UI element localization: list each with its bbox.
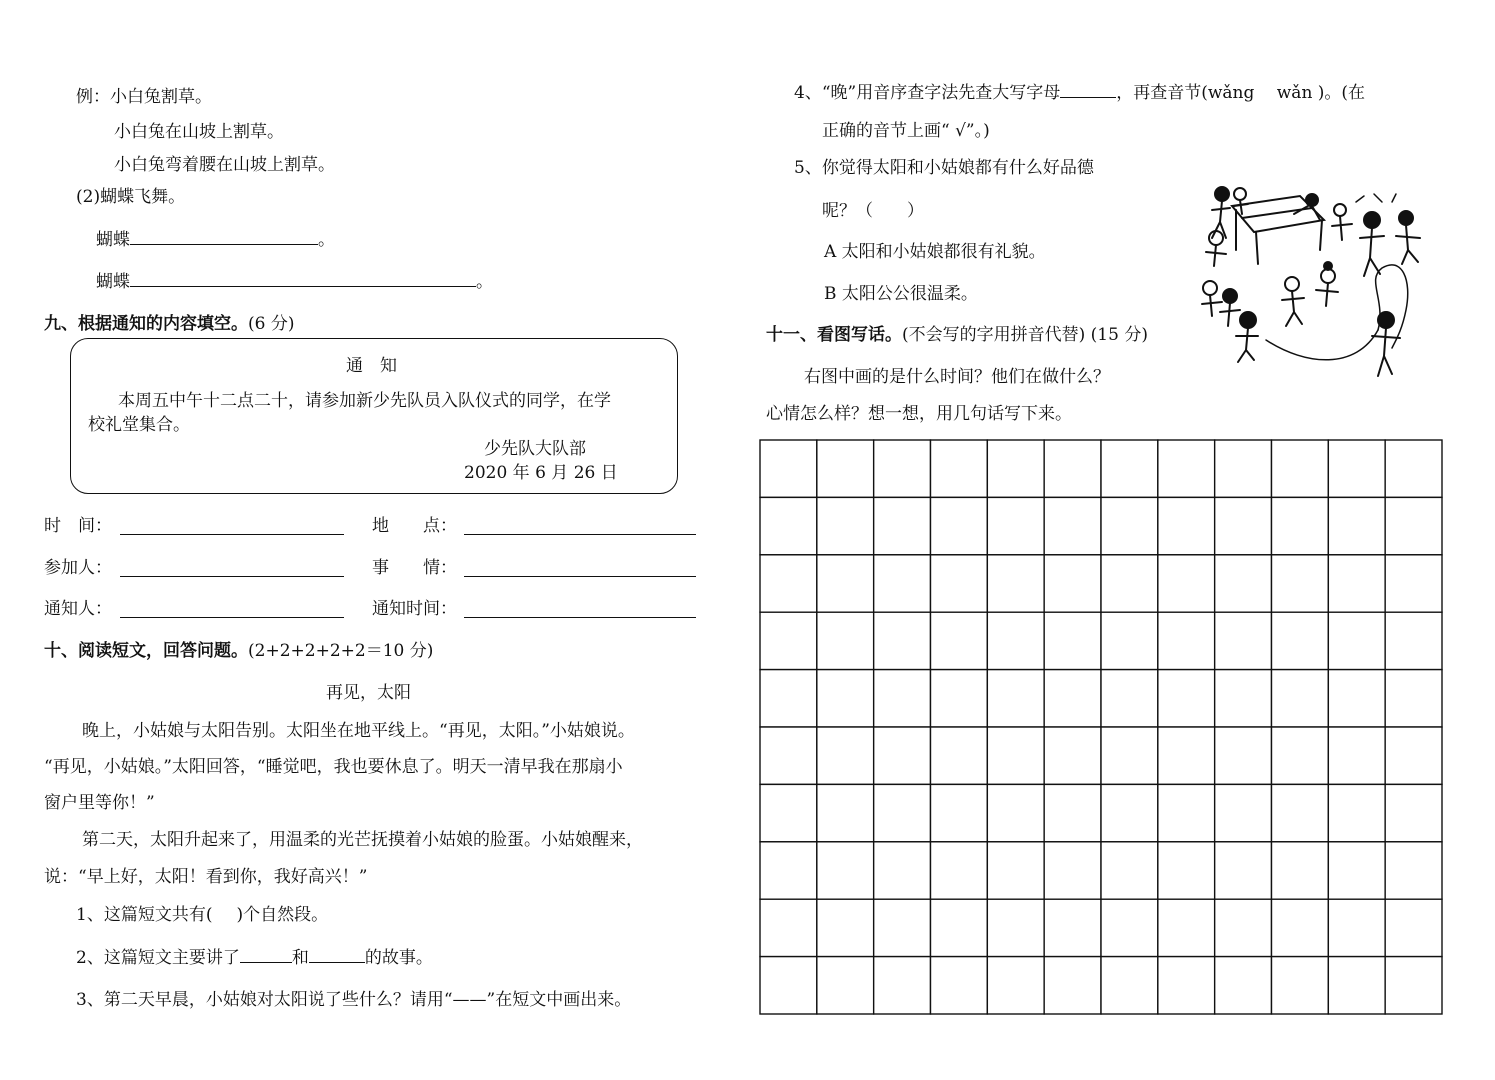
grid-cell[interactable] [874,784,931,841]
grid-cell[interactable] [1101,784,1158,841]
grid-cell[interactable] [987,784,1044,841]
field-label-notify-time: 通知时间： [372,599,457,619]
section9-score: (6 分) [248,314,295,334]
grid-cell[interactable] [931,957,988,1014]
field-blank-place[interactable] [464,534,696,535]
fill-prefix-2: 蝴蝶 [96,272,130,292]
q2-part-c: 的故事。 [364,948,433,968]
children-playing-illustration [1196,180,1436,380]
grid-cell[interactable] [1385,842,1442,899]
grid-cell[interactable] [1158,497,1215,554]
passage-p3: 窗户里等你！” [44,793,155,813]
grid-cell[interactable] [987,440,1044,497]
grid-cell[interactable] [817,440,874,497]
grid-cell[interactable] [987,957,1044,1014]
grid-cell[interactable] [1158,727,1215,784]
grid-cell[interactable] [1328,784,1385,841]
section10-title: 十、阅读短文，回答问题。 [44,641,248,661]
grid-cell[interactable] [1044,497,1101,554]
grid-cell[interactable] [1044,899,1101,956]
grid-cell[interactable] [1385,497,1442,554]
grid-cell[interactable] [1272,555,1329,612]
grid-cell[interactable] [817,727,874,784]
grid-cell[interactable] [931,784,988,841]
section9-heading [44,313,294,335]
grid-cell[interactable] [874,670,931,727]
grid-cell[interactable] [1101,670,1158,727]
grid-cell[interactable] [1385,440,1442,497]
grid-cell[interactable] [817,899,874,956]
grid-cell[interactable] [1385,784,1442,841]
grid-cell[interactable] [1215,440,1272,497]
grid-cell[interactable] [987,842,1044,899]
field-label-time: 时 间： [44,516,112,536]
grid-cell[interactable] [760,612,817,669]
field-blank-time[interactable] [120,534,344,535]
grid-cell[interactable] [1101,612,1158,669]
end-mark-1: 。 [318,230,335,250]
grid-cell[interactable] [760,497,817,554]
section11-title: 十一、看图写话。 [766,325,902,345]
grid-cell[interactable] [874,957,931,1014]
question-1 [76,904,328,926]
question-4-line-1 [794,81,1365,104]
grid-cell[interactable] [1272,727,1329,784]
fill-line-1 [96,228,335,251]
section10-score: (2+2+2+2+2＝10 分) [248,641,434,661]
grid-cell[interactable] [931,612,988,669]
grid-cell[interactable] [874,555,931,612]
grid-cell[interactable] [987,497,1044,554]
grid-cell[interactable] [760,727,817,784]
notice-heading: 通 知 [346,356,397,376]
example-label: 例：小白兔割草。 [76,87,212,107]
grid-cell[interactable] [987,612,1044,669]
q1-part-b: )个自然段。 [236,905,329,925]
grid-cell[interactable] [931,497,988,554]
grid-cell[interactable] [874,899,931,956]
answer-blank-2[interactable] [130,270,476,287]
field-blank-notify-time[interactable] [464,617,696,618]
notice-signer: 少先队大队部 [484,439,586,459]
grid-cell[interactable] [1158,612,1215,669]
grid-cell[interactable] [1215,727,1272,784]
grid-cell[interactable] [1272,899,1329,956]
grid-cell[interactable] [1272,440,1329,497]
grid-cell[interactable] [874,612,931,669]
question-4-line-2: 正确的音节上画“ √”。) [822,121,990,141]
grid-cell[interactable] [931,555,988,612]
section11-prompt-2: 心情怎么样？想一想，用几句话写下来。 [766,404,1072,424]
q4-blank[interactable] [1060,81,1116,98]
grid-cell[interactable] [1158,440,1215,497]
grid-cell[interactable] [1101,440,1158,497]
grid-cell[interactable] [1272,497,1329,554]
option-b: B 太阳公公很温柔。 [824,284,978,304]
grid-cell[interactable] [874,440,931,497]
grid-cell[interactable] [1215,957,1272,1014]
grid-cell[interactable] [1044,784,1101,841]
fill-line-2 [96,270,493,293]
grid-cell[interactable] [817,670,874,727]
grid-cell[interactable] [1215,555,1272,612]
grid-cell[interactable] [817,555,874,612]
grid-cell[interactable] [1158,957,1215,1014]
question-3: 3、第二天早晨，小姑娘对太阳说了些什么？请用“——”在短文中画出来。 [76,990,632,1010]
grid-cell[interactable] [1044,440,1101,497]
grid-cell[interactable] [760,957,817,1014]
grid-cell[interactable] [1158,670,1215,727]
field-blank-notifier[interactable] [120,617,344,618]
grid-cell[interactable] [1328,440,1385,497]
field-blank-event[interactable] [464,576,696,577]
grid-cell[interactable] [817,497,874,554]
grid-cell[interactable] [1272,784,1329,841]
grid-cell[interactable] [760,842,817,899]
grid-cell[interactable] [1328,555,1385,612]
grid-cell[interactable] [987,670,1044,727]
q2-blank-1[interactable] [240,946,292,963]
grid-cell[interactable] [1385,670,1442,727]
grid-cell[interactable] [931,440,988,497]
grid-cell[interactable] [1215,842,1272,899]
grid-cell[interactable] [1215,784,1272,841]
grid-cell[interactable] [1272,957,1329,1014]
grid-cell[interactable] [1385,555,1442,612]
grid-cell[interactable] [760,784,817,841]
grid-cell[interactable] [931,727,988,784]
section9-title: 九、根据通知的内容填空。 [44,314,248,334]
grid-cell[interactable] [1272,612,1329,669]
grid-cell[interactable] [1272,670,1329,727]
grid-cell[interactable] [1044,842,1101,899]
notice-date: 2020 年 6 月 26 日 [464,463,618,483]
grid-cell[interactable] [1385,727,1442,784]
grid-cell[interactable] [760,899,817,956]
q4-part-b: ，再查音节(wǎng wǎn )。(在 [1116,83,1366,103]
q2-part-b: 和 [291,948,309,968]
grid-cell[interactable] [760,670,817,727]
question-5-line-2: 呢？（ ） [822,201,924,221]
field-label-notifier: 通知人： [44,599,112,619]
grid-cell[interactable] [1158,555,1215,612]
grid-cell[interactable] [1044,670,1101,727]
grid-cell[interactable] [987,727,1044,784]
grid-cell[interactable] [931,670,988,727]
example-line-1: 小白兔在山坡上割草。 [114,122,284,142]
grid-cell[interactable] [987,555,1044,612]
grid-cell[interactable] [760,555,817,612]
grid-cell[interactable] [1328,670,1385,727]
grid-cell[interactable] [1101,497,1158,554]
grid-cell[interactable] [1215,612,1272,669]
fill-prefix-1: 蝴蝶 [96,230,130,250]
field-label-event: 事 情： [372,558,457,578]
grid-cell[interactable] [1272,842,1329,899]
grid-cell[interactable] [931,842,988,899]
grid-cell[interactable] [1328,612,1385,669]
grid-cell[interactable] [1328,957,1385,1014]
grid-cell[interactable] [1215,497,1272,554]
grid-cell[interactable] [1044,555,1101,612]
section11-heading [766,324,1148,346]
grid-cell[interactable] [760,440,817,497]
option-a: A 太阳和小姑娘都很有礼貌。 [824,242,1046,262]
question-5-line-1: 5、你觉得太阳和小姑娘都有什么好品德 [794,158,1094,178]
passage-p1: 晚上，小姑娘与太阳告别。太阳坐在地平线上。“再见，太阳。”小姑娘说。 [82,721,635,741]
example-line-2: 小白兔弯着腰在山坡上割草。 [114,155,335,175]
grid-cell[interactable] [1158,784,1215,841]
grid-cell[interactable] [1044,727,1101,784]
question-2 [76,946,433,969]
section11-prompt-1: 右图中画的是什么时间？他们在做什么？ [804,367,1110,387]
grid-cell[interactable] [1044,957,1101,1014]
grid-cell[interactable] [987,899,1044,956]
q2-blank-2[interactable] [309,946,365,963]
grid-cell[interactable] [1158,899,1215,956]
grid-cell[interactable] [874,842,931,899]
field-label-participants: 参加人： [44,558,112,578]
end-mark-2: 。 [476,272,493,292]
grid-cell[interactable] [817,784,874,841]
grid-cell[interactable] [817,842,874,899]
q4-part-a: 4、“晚”用音序查字法先查大写字母 [794,83,1061,103]
grid-cell[interactable] [1101,555,1158,612]
field-label-place: 地 点： [372,516,457,536]
notice-body-1: 本周五中午十二点二十，请参加新少先队员入队仪式的同学，在学 [118,391,611,411]
passage-p4: 第二天，太阳升起来了，用温柔的光芒抚摸着小姑娘的脸蛋。小姑娘醒来， [82,830,643,850]
q1-part-a: 1、这篇短文共有( [76,905,213,925]
grid-cell[interactable] [1101,899,1158,956]
grid-cell[interactable] [1328,842,1385,899]
grid-cell[interactable] [1385,612,1442,669]
grid-cell[interactable] [931,899,988,956]
grid-cell[interactable] [1328,497,1385,554]
writing-grid[interactable] [758,438,1446,1018]
field-blank-participants[interactable] [120,576,344,577]
passage-title: 再见，太阳 [326,683,411,703]
answer-blank-1[interactable] [130,228,318,245]
grid-cell[interactable] [1101,957,1158,1014]
grid-cell[interactable] [1328,899,1385,956]
grid-cell[interactable] [1385,899,1442,956]
grid-cell[interactable] [1215,670,1272,727]
notice-body-2: 校礼堂集合。 [88,415,190,435]
grid-cell[interactable] [1385,957,1442,1014]
q2-part-a: 2、这篇短文主要讲了 [76,948,240,968]
grid-cell[interactable] [1328,727,1385,784]
grid-cell[interactable] [1101,842,1158,899]
grid-cell[interactable] [1101,727,1158,784]
grid-cell[interactable] [817,957,874,1014]
item2-prompt: (2)蝴蝶飞舞。 [76,187,186,207]
grid-cell[interactable] [874,727,931,784]
section11-score: (不会写的字用拼音代替) (15 分) [902,325,1148,345]
passage-p2: “再见，小姑娘。”太阳回答，“睡觉吧，我也要休息了。明天一清早我在那扇小 [44,757,623,777]
grid-cell[interactable] [1158,842,1215,899]
passage-p5: 说：“早上好，太阳！看到你，我好高兴！” [44,867,368,887]
grid-cell[interactable] [1215,899,1272,956]
grid-cell[interactable] [1044,612,1101,669]
grid-cell[interactable] [874,497,931,554]
section10-heading [44,640,433,662]
grid-cell[interactable] [817,612,874,669]
